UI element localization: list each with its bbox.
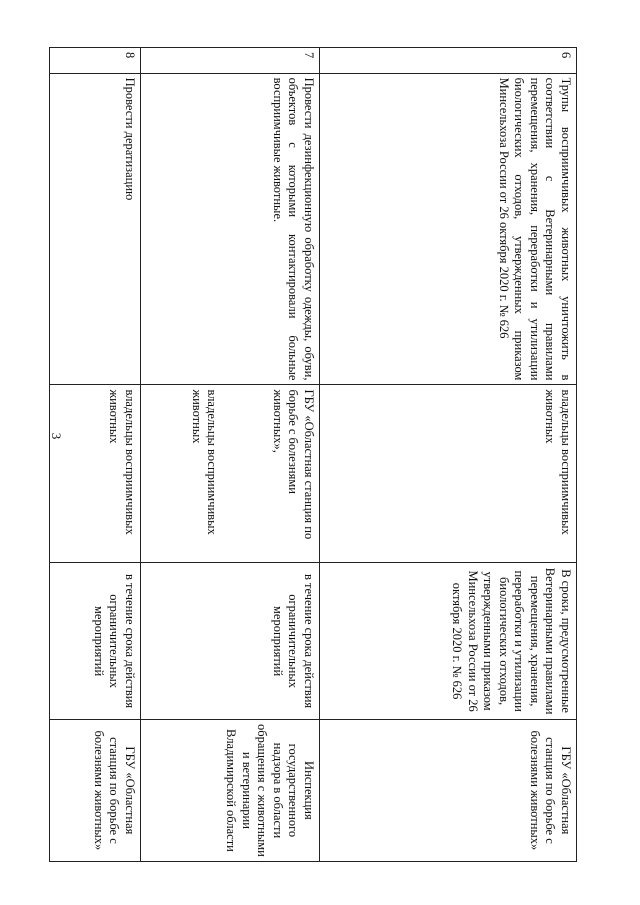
row-number: 8 xyxy=(50,48,141,74)
responsible-text: ГБУ «Областная станция по борьбе с болезнями животных» xyxy=(320,719,577,861)
measure-text: Трупы восприимчивых животных уничтожить в соответствии с Ветеринарными правилами перемещения, хранения, переработки и утилизации биологических отходов, утвержденных приказом Минсельхоза России от 26 октября 2020 г. № 626 xyxy=(320,73,577,385)
row-number: 6 xyxy=(320,48,577,74)
responsible-text: ГБУ «Областная станция по борьбе с болезнями животных» xyxy=(50,719,141,861)
executor-text: владельцы восприимчивых животных xyxy=(50,385,141,563)
table-row xyxy=(320,48,577,862)
term-text: В сроки, предусмотренные Ветеринарными правилами перемещения, хранения, переработки и утилизации биологических отходов, утвержденными приказом Минсельхоза России от 26 октября 2020 г. № 626 xyxy=(320,563,577,719)
executor-cell xyxy=(141,385,320,563)
page-number: 3 xyxy=(49,432,64,440)
table-row xyxy=(141,48,320,862)
measure-text: Провести дератизацию xyxy=(50,73,141,385)
term-text: в течение срока действия ограничительных мероприятий xyxy=(141,563,320,719)
executor-text: владельцы восприимчивых животных xyxy=(320,385,577,563)
measures-table xyxy=(49,47,577,862)
executor-text: владельцы восприимчивых животных xyxy=(190,389,220,535)
measure-text: Провести дезинфекционную обработку одежды, обуви, объектов с которыми контактировали больные восприимчивые животные. xyxy=(141,73,320,385)
responsible-text: Инспекция государственного надзора в области обращения с животными и ветеринарии Владимирской области xyxy=(141,719,320,861)
term-text: в течение срока действия ограничительных мероприятий xyxy=(50,563,141,719)
rotated-table-wrapper xyxy=(57,47,577,862)
executor-text: ГБУ «Областная станция по борьбе с болезнями животных», xyxy=(271,389,316,540)
table-row xyxy=(50,48,141,862)
row-number: 7 xyxy=(141,48,320,74)
